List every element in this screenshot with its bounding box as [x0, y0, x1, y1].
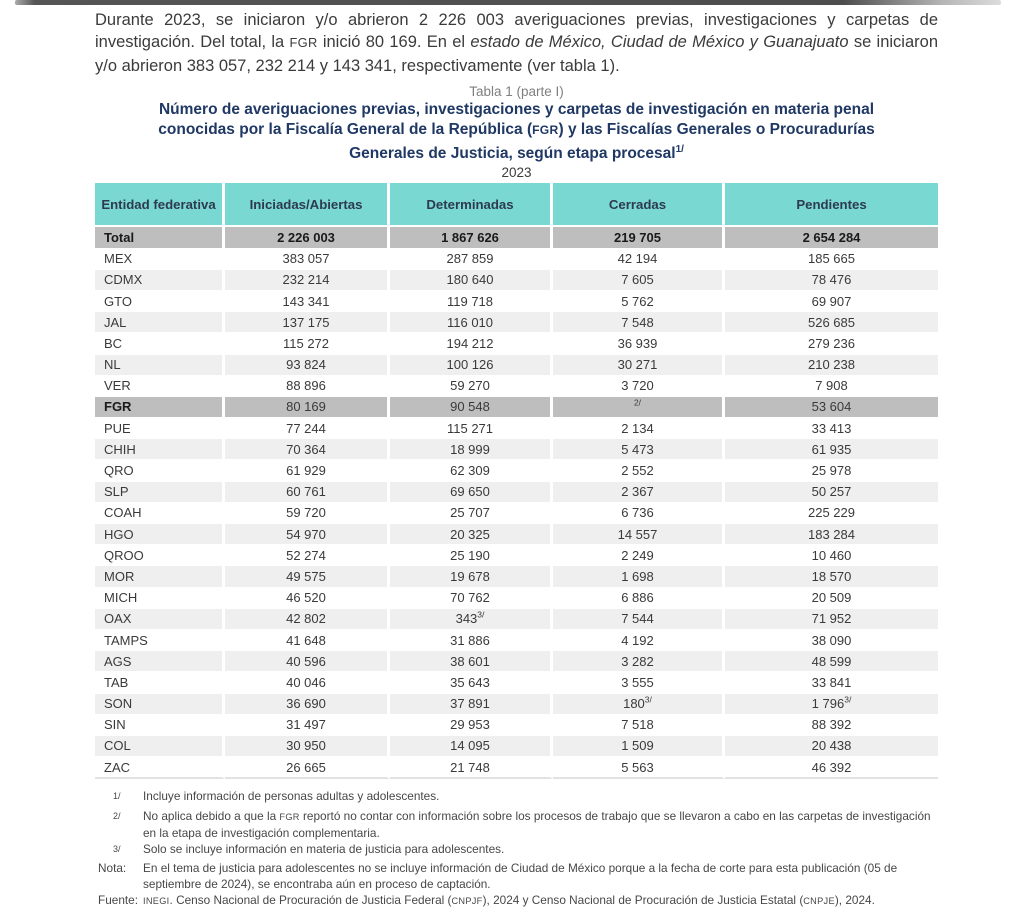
value-cell: 71 952 [725, 609, 938, 630]
page-top-divider [15, 0, 1001, 5]
value-cell: 20 325 [390, 524, 553, 545]
footnote-marker: 1/ [113, 791, 121, 802]
footnote [95, 789, 938, 809]
value-cell: 115 271 [390, 418, 553, 439]
entity-cell: SON [95, 694, 225, 715]
value-cell: 31 497 [225, 715, 390, 736]
value-cell: 5 473 [553, 439, 725, 460]
value-cell: 210 238 [725, 355, 938, 376]
value-cell: 41 648 [225, 630, 390, 651]
value-cell: 50 257 [725, 482, 938, 503]
entity-cell: HGO [95, 524, 225, 545]
table-body [95, 227, 938, 779]
column-header: Pendientes [725, 183, 938, 227]
value-cell: 30 271 [553, 355, 725, 376]
table-row [95, 715, 938, 736]
entity-cell: MOR [95, 566, 225, 587]
value-cell: 42 194 [553, 249, 725, 270]
value-cell: 80 169 [225, 397, 390, 418]
table-row [95, 694, 938, 715]
nota-text: En el tema de justicia para adolescentes no se incluye información de Ciudad de México porque a la fecha de corte para esta publicación (05 de septiembre de 2024), se encontraba aún en proceso de captación. [143, 861, 898, 892]
value-cell: 70 364 [225, 439, 390, 460]
value-cell: 38 601 [390, 651, 553, 672]
fuente-row [95, 893, 938, 910]
value-cell: 61 935 [725, 439, 938, 460]
value-cell: 383 057 [225, 249, 390, 270]
value-cell: 38 090 [725, 630, 938, 651]
footnote [95, 842, 938, 862]
entity-cell: COAH [95, 503, 225, 524]
value-cell: 40 596 [225, 651, 390, 672]
value-cell: 30 950 [225, 736, 390, 757]
value-cell: 5 762 [553, 291, 725, 312]
value-cell: 93 824 [225, 355, 390, 376]
value-cell: 5 563 [553, 757, 725, 779]
value-cell: 143 341 [225, 291, 390, 312]
value-cell: 52 274 [225, 545, 390, 566]
column-header: Entidad federativa [95, 183, 225, 227]
value-cell: 35 643 [390, 672, 553, 693]
value-cell: 69 907 [725, 291, 938, 312]
value-cell: 60 761 [225, 482, 390, 503]
value-cell: 42 802 [225, 609, 390, 630]
entity-cell: QRO [95, 460, 225, 481]
value-cell: 1 867 626 [390, 227, 553, 248]
value-cell: 100 126 [390, 355, 553, 376]
value-cell: 115 272 [225, 333, 390, 354]
value-cell: 53 604 [725, 397, 938, 418]
entity-cell: MEX [95, 249, 225, 270]
value-cell: 225 229 [725, 503, 938, 524]
table-row [95, 460, 938, 481]
value-cell: 61 929 [225, 460, 390, 481]
value-cell: 287 859 [390, 249, 553, 270]
value-cell: 7 548 [553, 312, 725, 333]
entity-cell: OAX [95, 609, 225, 630]
entity-cell: TAMPS [95, 630, 225, 651]
table-year: 2023 [501, 165, 532, 181]
value-cell: 2 226 003 [225, 227, 390, 248]
value-cell: 185 665 [725, 249, 938, 270]
entity-cell: ZAC [95, 757, 225, 779]
entity-cell: MICH [95, 588, 225, 609]
table-row [95, 312, 938, 333]
table-row [95, 630, 938, 651]
value-cell: 116 010 [390, 312, 553, 333]
table-row [95, 566, 938, 587]
value-cell: 180 640 [390, 270, 553, 291]
value-cell: 7 908 [725, 376, 938, 397]
value-cell: 78 476 [725, 270, 938, 291]
value-cell: 2 134 [553, 418, 725, 439]
footnote-marker: 3/ [113, 843, 121, 854]
entity-cell: TAB [95, 672, 225, 693]
table-row [95, 482, 938, 503]
intro-paragraph: Durante 2023, se iniciaron y/o abrieron 2 226 003 averiguaciones previas, investigaciones y carpetas de investigación. Del total, la FGR inició 80 169. En el estado de México, Ciudad de México y Guanajuato se iniciaron y/o abrieron 383 057, 232 214 y 143 341, respectivamente (ver tabla 1). [95, 11, 938, 75]
value-cell: 10 460 [725, 545, 938, 566]
entity-cell: COL [95, 736, 225, 757]
entity-cell: JAL [95, 312, 225, 333]
value-cell: 90 548 [390, 397, 553, 418]
table-row [95, 439, 938, 460]
value-cell: 183 284 [725, 524, 938, 545]
entity-cell: FGR [95, 397, 225, 418]
value-cell: 3 555 [553, 672, 725, 693]
value-cell: 70 762 [390, 588, 553, 609]
value-cell: 40 046 [225, 672, 390, 693]
entity-cell: GTO [95, 291, 225, 312]
value-cell: 37 891 [390, 694, 553, 715]
table-row [95, 333, 938, 354]
value-cell: 59 720 [225, 503, 390, 524]
entity-cell: CHIH [95, 439, 225, 460]
column-header: Cerradas [553, 183, 725, 227]
value-cell: 46 392 [725, 757, 938, 779]
value-cell: 526 685 [725, 312, 938, 333]
footnote-marker: 2/ [113, 810, 121, 821]
fuente-text: INEGI. Censo Nacional de Procuración de Justicia Federal (CNPJF), 2024 y Censo Nacional de Procuración de Justicia Estatal (CNPJE), 2024. [143, 892, 875, 907]
value-cell: 29 953 [390, 715, 553, 736]
value-cell: 25 707 [390, 503, 553, 524]
value-cell: 19 678 [390, 566, 553, 587]
entity-cell: Total [95, 227, 225, 248]
footnote-text: Incluye información de personas adultas y adolescentes. [143, 789, 440, 804]
value-cell: 2 654 284 [725, 227, 938, 248]
footnotes-section [95, 789, 938, 909]
value-cell: 31 886 [390, 630, 553, 651]
value-cell: 2/ [553, 397, 725, 418]
value-cell: 7 544 [553, 609, 725, 630]
value-cell: 54 970 [225, 524, 390, 545]
table-row [95, 588, 938, 609]
footnote-text: Solo se incluye información en materia de justicia para adolescentes. [143, 841, 505, 856]
table-row [95, 376, 938, 397]
value-cell: 3 720 [553, 376, 725, 397]
column-header: Iniciadas/Abiertas [225, 183, 390, 227]
value-cell: 59 270 [390, 376, 553, 397]
table-row [95, 249, 938, 270]
entity-cell: SIN [95, 715, 225, 736]
document-content [95, 9, 938, 910]
fuente-label: Fuente: [98, 892, 139, 907]
value-cell: 2 249 [553, 545, 725, 566]
value-cell: 26 665 [225, 757, 390, 779]
value-cell: 33 841 [725, 672, 938, 693]
value-cell: 4 192 [553, 630, 725, 651]
table-row [95, 291, 938, 312]
value-cell: 36 690 [225, 694, 390, 715]
table-row [95, 757, 938, 779]
table-row [95, 524, 938, 545]
value-cell: 62 309 [390, 460, 553, 481]
table-row [95, 545, 938, 566]
value-cell: 279 236 [725, 333, 938, 354]
entity-cell: NL [95, 355, 225, 376]
footnote-text: No aplica debido a que la FGR reportó no contar con información sobre los procesos de trabajo que se llevaron a cabo en las carpetas de investigación en la etapa de investigación complementaria. [143, 808, 931, 840]
value-cell: $343^{3/}$ [390, 609, 553, 630]
value-cell: 21 748 [390, 757, 553, 779]
value-cell: 2 367 [553, 482, 725, 503]
value-cell: 3 282 [553, 651, 725, 672]
total-row [95, 227, 938, 248]
value-cell: 33 413 [725, 418, 938, 439]
value-cell: 1 $796^{3/}$ [725, 694, 938, 715]
value-cell: 49 575 [225, 566, 390, 587]
table-row [95, 355, 938, 376]
value-cell: 69 650 [390, 482, 553, 503]
value-cell: 14 557 [553, 524, 725, 545]
table-row [95, 609, 938, 630]
table-caption: Tabla 1 (parte I) [469, 84, 564, 100]
value-cell: 219 705 [553, 227, 725, 248]
value-cell: 25 978 [725, 460, 938, 481]
nota-label: Nota: [98, 861, 127, 876]
value-cell: 77 244 [225, 418, 390, 439]
value-cell: $180^{3/}$ [553, 694, 725, 715]
value-cell: 88 392 [725, 715, 938, 736]
value-cell: 20 438 [725, 736, 938, 757]
value-cell: 48 599 [725, 651, 938, 672]
value-cell: 1 698 [553, 566, 725, 587]
entity-cell: BC [95, 333, 225, 354]
entity-cell: QROO [95, 545, 225, 566]
table-header [95, 183, 938, 227]
value-cell: 20 509 [725, 588, 938, 609]
value-cell: 119 718 [390, 291, 553, 312]
table-row [95, 270, 938, 291]
entity-cell: AGS [95, 651, 225, 672]
footnote [95, 809, 938, 842]
entity-cell: PUE [95, 418, 225, 439]
value-cell: 7 518 [553, 715, 725, 736]
table-row [95, 397, 938, 418]
value-cell: 194 212 [390, 333, 553, 354]
value-cell: 137 175 [225, 312, 390, 333]
entity-cell: VER [95, 376, 225, 397]
entity-cell: CDMX [95, 270, 225, 291]
nota-row [95, 861, 938, 893]
value-cell: 1 509 [553, 736, 725, 757]
value-cell: 25 190 [390, 545, 553, 566]
value-cell: 6 736 [553, 503, 725, 524]
table-row [95, 736, 938, 757]
value-cell: 2 552 [553, 460, 725, 481]
table-row [95, 672, 938, 693]
table-row [95, 503, 938, 524]
table-row [95, 651, 938, 672]
value-cell: 36 939 [553, 333, 725, 354]
value-cell: 18 999 [390, 439, 553, 460]
value-cell: 7 605 [553, 270, 725, 291]
data-table [95, 183, 938, 779]
value-cell: 88 896 [225, 376, 390, 397]
value-cell: 14 095 [390, 736, 553, 757]
value-cell: 18 570 [725, 566, 938, 587]
entity-cell: SLP [95, 482, 225, 503]
table-row [95, 418, 938, 439]
column-header: Determinadas [390, 183, 553, 227]
table-title: Número de averiguaciones previas, investigaciones y carpetas de investigación en materia penal conocidas por la Fiscalía General de la República (FGR) y las Fiscalías Generales o Procuradurías Generales de Justicia, según etapa procesal$^{1/}$ [158, 101, 875, 163]
value-cell: 46 520 [225, 588, 390, 609]
value-cell: 232 214 [225, 270, 390, 291]
value-cell: 6 886 [553, 588, 725, 609]
